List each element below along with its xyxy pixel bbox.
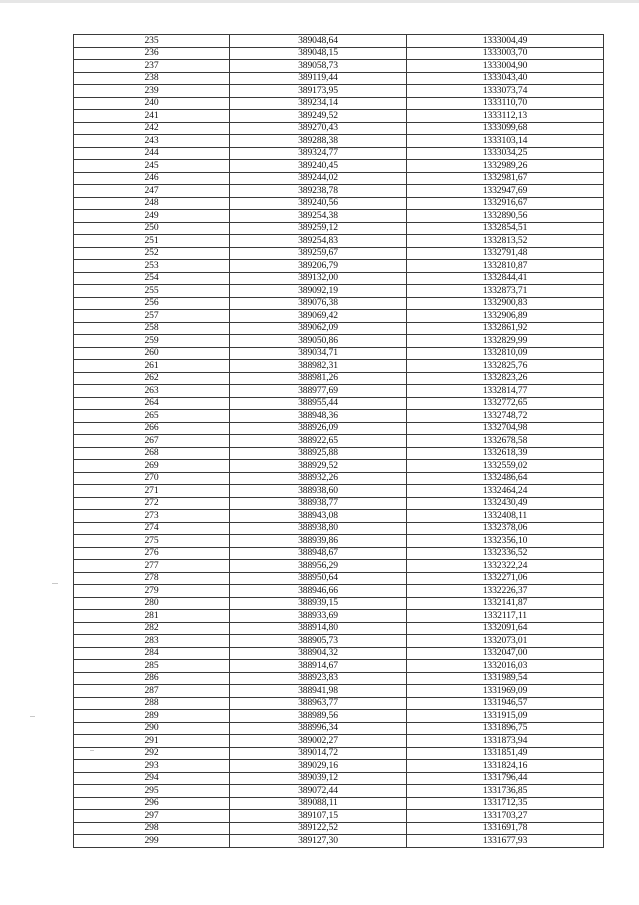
point-number-cell: 280	[74, 597, 230, 610]
y-coordinate-cell: 1332989,26	[407, 160, 604, 173]
point-number-cell: 264	[74, 397, 230, 410]
table-row	[74, 247, 604, 260]
table-row	[74, 822, 604, 835]
y-coordinate-cell: 1332226,37	[407, 585, 604, 598]
point-number-cell: 256	[74, 297, 230, 310]
x-coordinate-cell: 389240,45	[230, 160, 407, 173]
point-number-cell: 235	[74, 35, 230, 48]
point-number-cell: 271	[74, 485, 230, 498]
table-row	[74, 497, 604, 510]
x-coordinate-cell: 389014,72	[230, 747, 407, 760]
table-row	[74, 210, 604, 223]
point-number-cell: 275	[74, 535, 230, 548]
y-coordinate-cell: 1331896,75	[407, 722, 604, 735]
table-row	[74, 235, 604, 248]
point-number-cell: 246	[74, 172, 230, 185]
x-coordinate-cell: 388939,15	[230, 597, 407, 610]
x-coordinate-cell: 389270,43	[230, 122, 407, 135]
x-coordinate-cell: 389050,86	[230, 335, 407, 348]
y-coordinate-cell: 1332704,98	[407, 422, 604, 435]
table-row	[74, 135, 604, 148]
x-coordinate-cell: 389324,77	[230, 147, 407, 160]
point-number-cell: 299	[74, 835, 230, 848]
point-number-cell: 281	[74, 610, 230, 623]
x-coordinate-cell: 389072,44	[230, 785, 407, 798]
point-number-cell: 277	[74, 560, 230, 573]
point-number-cell: 253	[74, 260, 230, 273]
point-number-cell: 268	[74, 447, 230, 460]
y-coordinate-cell: 1332748,72	[407, 410, 604, 423]
point-number-cell: 266	[74, 422, 230, 435]
point-number-cell: 289	[74, 710, 230, 723]
table-row	[74, 660, 604, 673]
point-number-cell: 272	[74, 497, 230, 510]
x-coordinate-cell: 389092,19	[230, 285, 407, 298]
y-coordinate-cell: 1332336,52	[407, 547, 604, 560]
table-row	[74, 435, 604, 448]
point-number-cell: 265	[74, 410, 230, 423]
y-coordinate-cell: 1332430,49	[407, 497, 604, 510]
table-row	[74, 460, 604, 473]
y-coordinate-cell: 1333110,70	[407, 97, 604, 110]
table-row	[74, 635, 604, 648]
y-coordinate-cell: 1333112,13	[407, 110, 604, 123]
point-number-cell: 276	[74, 547, 230, 560]
table-row	[74, 122, 604, 135]
x-coordinate-cell: 388950,64	[230, 572, 407, 585]
point-number-cell: 247	[74, 185, 230, 198]
y-coordinate-cell: 1332772,65	[407, 397, 604, 410]
point-number-cell: 286	[74, 672, 230, 685]
point-number-cell: 245	[74, 160, 230, 173]
x-coordinate-cell: 389249,52	[230, 110, 407, 123]
y-coordinate-cell: 1333034,25	[407, 147, 604, 160]
point-number-cell: 293	[74, 760, 230, 773]
x-coordinate-cell: 388977,69	[230, 385, 407, 398]
y-coordinate-cell: 1331796,44	[407, 772, 604, 785]
table-row	[74, 585, 604, 598]
table-row	[74, 597, 604, 610]
table-row	[74, 785, 604, 798]
scan-speck	[30, 716, 35, 717]
table-row	[74, 285, 604, 298]
point-number-cell: 279	[74, 585, 230, 598]
table-row	[74, 547, 604, 560]
point-number-cell: 242	[74, 122, 230, 135]
point-number-cell: 296	[74, 797, 230, 810]
y-coordinate-cell: 1331915,09	[407, 710, 604, 723]
point-number-cell: 284	[74, 647, 230, 660]
point-number-cell: 261	[74, 360, 230, 373]
table-row	[74, 522, 604, 535]
table-row	[74, 472, 604, 485]
x-coordinate-cell: 389259,12	[230, 222, 407, 235]
x-coordinate-cell: 389254,38	[230, 210, 407, 223]
table-row	[74, 47, 604, 60]
table-row	[74, 685, 604, 698]
x-coordinate-cell: 389058,73	[230, 60, 407, 73]
y-coordinate-cell: 1332016,03	[407, 660, 604, 673]
table-row	[74, 160, 604, 173]
table-row	[74, 510, 604, 523]
point-number-cell: 241	[74, 110, 230, 123]
table-row	[74, 272, 604, 285]
y-coordinate-cell: 1331677,93	[407, 835, 604, 848]
table-row	[74, 310, 604, 323]
x-coordinate-cell: 389069,42	[230, 310, 407, 323]
y-coordinate-cell: 1332854,51	[407, 222, 604, 235]
y-coordinate-cell: 1332791,48	[407, 247, 604, 260]
y-coordinate-cell: 1332900,83	[407, 297, 604, 310]
x-coordinate-cell: 389127,30	[230, 835, 407, 848]
point-number-cell: 292	[74, 747, 230, 760]
x-coordinate-cell: 389238,78	[230, 185, 407, 198]
x-coordinate-cell: 388926,09	[230, 422, 407, 435]
point-number-cell: 278	[74, 572, 230, 585]
point-number-cell: 252	[74, 247, 230, 260]
point-number-cell: 254	[74, 272, 230, 285]
point-number-cell: 238	[74, 72, 230, 85]
point-number-cell: 263	[74, 385, 230, 398]
x-coordinate-cell: 389240,56	[230, 197, 407, 210]
y-coordinate-cell: 1333003,70	[407, 47, 604, 60]
coordinates-table	[73, 34, 604, 848]
table-row	[74, 397, 604, 410]
x-coordinate-cell: 388939,86	[230, 535, 407, 548]
y-coordinate-cell: 1332047,00	[407, 647, 604, 660]
x-coordinate-cell: 388948,36	[230, 410, 407, 423]
x-coordinate-cell: 389039,12	[230, 772, 407, 785]
point-number-cell: 297	[74, 810, 230, 823]
point-number-cell: 250	[74, 222, 230, 235]
table-row	[74, 810, 604, 823]
y-coordinate-cell: 1332464,24	[407, 485, 604, 498]
table-row	[74, 360, 604, 373]
table-row	[74, 110, 604, 123]
table-row	[74, 385, 604, 398]
x-coordinate-cell: 388941,98	[230, 685, 407, 698]
table-row	[74, 172, 604, 185]
table-row	[74, 297, 604, 310]
table-row	[74, 572, 604, 585]
y-coordinate-cell: 1332408,11	[407, 510, 604, 523]
y-coordinate-cell: 1332823,26	[407, 372, 604, 385]
y-coordinate-cell: 1332322,24	[407, 560, 604, 573]
y-coordinate-cell: 1331851,49	[407, 747, 604, 760]
point-number-cell: 262	[74, 372, 230, 385]
x-coordinate-cell: 388933,69	[230, 610, 407, 623]
table-row	[74, 60, 604, 73]
x-coordinate-cell: 389254,83	[230, 235, 407, 248]
y-coordinate-cell: 1332356,10	[407, 535, 604, 548]
page-edge	[0, 0, 639, 3]
table-row	[74, 410, 604, 423]
table-row	[74, 747, 604, 760]
y-coordinate-cell: 1331946,57	[407, 697, 604, 710]
point-number-cell: 243	[74, 135, 230, 148]
x-coordinate-cell: 388929,52	[230, 460, 407, 473]
table-row	[74, 35, 604, 48]
x-coordinate-cell: 388956,29	[230, 560, 407, 573]
x-coordinate-cell: 389122,52	[230, 822, 407, 835]
y-coordinate-cell: 1332844,41	[407, 272, 604, 285]
point-number-cell: 240	[74, 97, 230, 110]
x-coordinate-cell: 389173,95	[230, 85, 407, 98]
point-number-cell: 267	[74, 435, 230, 448]
y-coordinate-cell: 1333103,14	[407, 135, 604, 148]
x-coordinate-cell: 388938,77	[230, 497, 407, 510]
x-coordinate-cell: 389234,14	[230, 97, 407, 110]
x-coordinate-cell: 389288,38	[230, 135, 407, 148]
table-row	[74, 772, 604, 785]
y-coordinate-cell: 1332559,02	[407, 460, 604, 473]
table-row	[74, 260, 604, 273]
y-coordinate-cell: 1332981,67	[407, 172, 604, 185]
table-row	[74, 222, 604, 235]
y-coordinate-cell: 1332378,06	[407, 522, 604, 535]
y-coordinate-cell: 1333004,49	[407, 35, 604, 48]
y-coordinate-cell: 1333073,74	[407, 85, 604, 98]
table-row	[74, 347, 604, 360]
point-number-cell: 290	[74, 722, 230, 735]
point-number-cell: 295	[74, 785, 230, 798]
x-coordinate-cell: 388938,80	[230, 522, 407, 535]
x-coordinate-cell: 388982,31	[230, 360, 407, 373]
x-coordinate-cell: 389119,44	[230, 72, 407, 85]
y-coordinate-cell: 1331989,54	[407, 672, 604, 685]
y-coordinate-cell: 1332141,87	[407, 597, 604, 610]
x-coordinate-cell: 389048,15	[230, 47, 407, 60]
y-coordinate-cell: 1331703,27	[407, 810, 604, 823]
y-coordinate-cell: 1332810,87	[407, 260, 604, 273]
point-number-cell: 249	[74, 210, 230, 223]
y-coordinate-cell: 1332678,58	[407, 435, 604, 448]
table-row	[74, 710, 604, 723]
y-coordinate-cell: 1332916,67	[407, 197, 604, 210]
x-coordinate-cell: 389048,64	[230, 35, 407, 48]
point-number-cell: 239	[74, 85, 230, 98]
point-number-cell: 291	[74, 735, 230, 748]
table-row	[74, 422, 604, 435]
table-row	[74, 447, 604, 460]
x-coordinate-cell: 388948,67	[230, 547, 407, 560]
point-number-cell: 287	[74, 685, 230, 698]
point-number-cell: 270	[74, 472, 230, 485]
y-coordinate-cell: 1332947,69	[407, 185, 604, 198]
y-coordinate-cell: 1331712,35	[407, 797, 604, 810]
point-number-cell: 251	[74, 235, 230, 248]
x-coordinate-cell: 388981,26	[230, 372, 407, 385]
point-number-cell: 236	[74, 47, 230, 60]
point-number-cell: 298	[74, 822, 230, 835]
x-coordinate-cell: 389029,16	[230, 760, 407, 773]
y-coordinate-cell: 1332486,64	[407, 472, 604, 485]
x-coordinate-cell: 388905,73	[230, 635, 407, 648]
y-coordinate-cell: 1332618,39	[407, 447, 604, 460]
point-number-cell: 257	[74, 310, 230, 323]
table-row	[74, 535, 604, 548]
y-coordinate-cell: 1332861,92	[407, 322, 604, 335]
table-row	[74, 485, 604, 498]
table-row	[74, 85, 604, 98]
y-coordinate-cell: 1332814,77	[407, 385, 604, 398]
x-coordinate-cell: 388963,77	[230, 697, 407, 710]
y-coordinate-cell: 1332873,71	[407, 285, 604, 298]
x-coordinate-cell: 388914,80	[230, 622, 407, 635]
table-row	[74, 560, 604, 573]
table-row	[74, 835, 604, 848]
point-number-cell: 288	[74, 697, 230, 710]
y-coordinate-cell: 1332890,56	[407, 210, 604, 223]
x-coordinate-cell: 388955,44	[230, 397, 407, 410]
table-row	[74, 97, 604, 110]
x-coordinate-cell: 389002,27	[230, 735, 407, 748]
point-number-cell: 273	[74, 510, 230, 523]
point-number-cell: 294	[74, 772, 230, 785]
x-coordinate-cell: 388925,88	[230, 447, 407, 460]
x-coordinate-cell: 389088,11	[230, 797, 407, 810]
x-coordinate-cell: 388938,60	[230, 485, 407, 498]
table-row	[74, 622, 604, 635]
point-number-cell: 248	[74, 197, 230, 210]
point-number-cell: 283	[74, 635, 230, 648]
table-row	[74, 335, 604, 348]
x-coordinate-cell: 389076,38	[230, 297, 407, 310]
table-row	[74, 672, 604, 685]
y-coordinate-cell: 1332117,11	[407, 610, 604, 623]
table-row	[74, 797, 604, 810]
table-row	[74, 147, 604, 160]
y-coordinate-cell: 1332091,64	[407, 622, 604, 635]
point-number-cell: 274	[74, 522, 230, 535]
point-number-cell: 258	[74, 322, 230, 335]
point-number-cell: 237	[74, 60, 230, 73]
x-coordinate-cell: 388923,83	[230, 672, 407, 685]
table-row	[74, 372, 604, 385]
y-coordinate-cell: 1331736,85	[407, 785, 604, 798]
table-row	[74, 760, 604, 773]
y-coordinate-cell: 1333004,90	[407, 60, 604, 73]
y-coordinate-cell: 1332813,52	[407, 235, 604, 248]
point-number-cell: 282	[74, 622, 230, 635]
x-coordinate-cell: 389132,00	[230, 272, 407, 285]
y-coordinate-cell: 1332906,89	[407, 310, 604, 323]
table-row	[74, 697, 604, 710]
y-coordinate-cell: 1333099,68	[407, 122, 604, 135]
table-row	[74, 185, 604, 198]
x-coordinate-cell: 388922,65	[230, 435, 407, 448]
point-number-cell: 259	[74, 335, 230, 348]
x-coordinate-cell: 389259,67	[230, 247, 407, 260]
y-coordinate-cell: 1333043,40	[407, 72, 604, 85]
x-coordinate-cell: 389107,15	[230, 810, 407, 823]
table-row	[74, 647, 604, 660]
point-number-cell: 285	[74, 660, 230, 673]
x-coordinate-cell: 388932,26	[230, 472, 407, 485]
point-number-cell: 255	[74, 285, 230, 298]
x-coordinate-cell: 388914,67	[230, 660, 407, 673]
y-coordinate-cell: 1331873,94	[407, 735, 604, 748]
table-row	[74, 322, 604, 335]
scan-speck	[52, 583, 58, 584]
x-coordinate-cell: 388904,32	[230, 647, 407, 660]
x-coordinate-cell: 388989,56	[230, 710, 407, 723]
y-coordinate-cell: 1331969,09	[407, 685, 604, 698]
x-coordinate-cell: 389206,79	[230, 260, 407, 273]
y-coordinate-cell: 1332073,01	[407, 635, 604, 648]
y-coordinate-cell: 1331691,78	[407, 822, 604, 835]
y-coordinate-cell: 1332825,76	[407, 360, 604, 373]
table-row	[74, 735, 604, 748]
x-coordinate-cell: 388946,66	[230, 585, 407, 598]
x-coordinate-cell: 389244,02	[230, 172, 407, 185]
x-coordinate-cell: 389062,09	[230, 322, 407, 335]
point-number-cell: 244	[74, 147, 230, 160]
coordinates-table-body	[74, 35, 604, 848]
table-row	[74, 722, 604, 735]
table-row	[74, 197, 604, 210]
x-coordinate-cell: 389034,71	[230, 347, 407, 360]
point-number-cell: 260	[74, 347, 230, 360]
y-coordinate-cell: 1331824,16	[407, 760, 604, 773]
y-coordinate-cell: 1332810,09	[407, 347, 604, 360]
table-row	[74, 72, 604, 85]
table-row	[74, 610, 604, 623]
y-coordinate-cell: 1332829,99	[407, 335, 604, 348]
x-coordinate-cell: 388943,08	[230, 510, 407, 523]
x-coordinate-cell: 388996,34	[230, 722, 407, 735]
y-coordinate-cell: 1332271,06	[407, 572, 604, 585]
point-number-cell: 269	[74, 460, 230, 473]
